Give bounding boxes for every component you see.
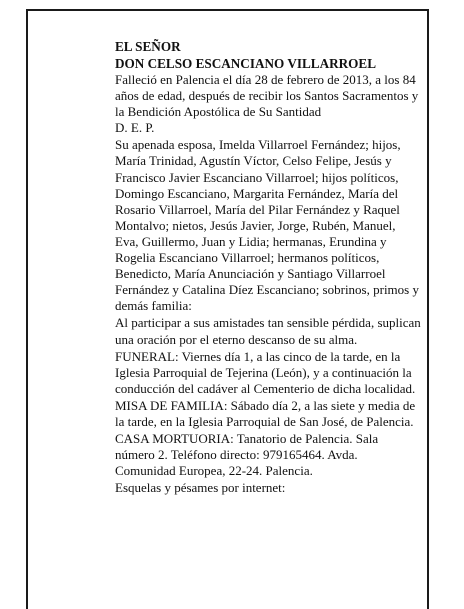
obituary-notice <box>115 38 421 497</box>
family-mass-details: MISA DE FAMILIA: Sábado día 2, a las siete y media de la tarde, en la Iglesia Parroquial de San José, de Palencia. <box>115 397 416 429</box>
death-announcement: Falleció en Palencia el día 28 de febrero de 2013, a los 84 años de edad, después de recibir los Santos Sacramentos y la Bendición Apostólica de Su Santidad <box>115 72 419 120</box>
family-paragraph: Su apenada esposa, Imelda Villarroel Fernández; hijos, María Trinidad, Agustín Víctor, Celso Felipe, Jesús y Francisco Javier Escanciano Villarroel; hijos políticos, Domingo Escanciano, Margarita Fernández, María del Rosario Villarroel, María del Pilar Fernández y Raquel Montalvo; nietos, Jesús Javier, Jorge, Rubén, Manuel, Eva, Guillermo, Juan y Lidia; hermanas, Erundina y Rogelia Escanciano Villarroel; hermanos políticos, Benedicto, María Anunciación y Santiago Villarroel Fernández y Catalina Díez Escanciano; sobrinos, primos y demás familia: <box>115 137 419 314</box>
funeral-details: FUNERAL: Viernes día 1, a las cinco de la tarde, en la Iglesia Parroquial de Tejerina (León), y a continuación la conducción del cadáver al Cementerio de dicha localidad. <box>115 348 416 396</box>
rip-text: D. E. P. <box>115 120 155 136</box>
mortuary-details: CASA MORTUORIA: Tanatorio de Palencia. Sala número 2. Teléfono directo: 979165464. Avda. Comunidad Europea, 22-24. Palencia. <box>115 431 379 479</box>
notice-title: EL SEÑOR <box>115 39 181 54</box>
deceased-name: DON CELSO ESCANCIANO VILLARROEL <box>115 56 376 71</box>
internet-condolences: Esquelas y pésames por internet: <box>115 480 286 496</box>
prayer-request: Al participar a sus amistades tan sensible pérdida, suplican una oración por el eterno descanso de su alma. <box>115 315 421 347</box>
